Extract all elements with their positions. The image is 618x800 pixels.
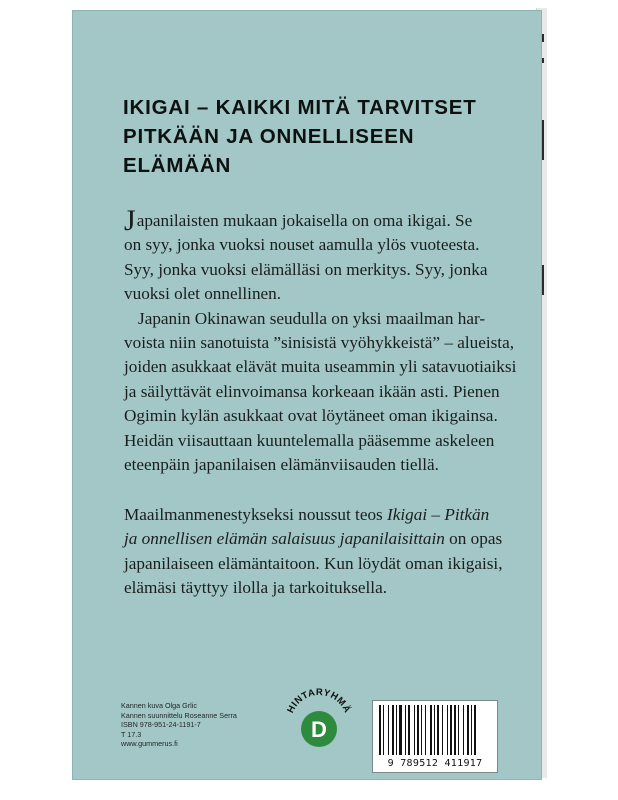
blurb-line-text: apanilaisten mukaan jokaisella on oma ikigai. Se bbox=[136, 211, 473, 230]
barcode-bar bbox=[396, 705, 397, 755]
barcode-bar bbox=[430, 705, 432, 755]
barcode-bar bbox=[405, 705, 406, 755]
description-line: japanilaiseen elämäntaitoon. Kun löydät oman ikigaisi, bbox=[124, 553, 503, 573]
blurb-line: joiden asukkaat elävät muita useammin yli satavuotiaiksi bbox=[124, 357, 517, 377]
blurb-line: Heidän viisauttaan kuuntelemalla pääsemme askeleen bbox=[124, 430, 495, 450]
description-text: on opas bbox=[444, 529, 503, 549]
headline-line: ELÄMÄÄN bbox=[123, 154, 232, 177]
barcode-bar bbox=[458, 705, 459, 755]
book-description bbox=[124, 503, 534, 601]
headline-line: PITKÄÄN JA ONNELLISEEN bbox=[123, 125, 415, 148]
barcode-bar bbox=[450, 705, 452, 755]
isbn-barcode bbox=[372, 700, 498, 773]
credit-line: T 17.3 bbox=[121, 729, 142, 739]
barcode-bars bbox=[373, 701, 497, 759]
blurb-line: on syy, jonka vuoksi nouset aamulla ylös vuoteesta. bbox=[124, 235, 480, 255]
book-title-italic: Ikigai – Pitkän bbox=[387, 505, 490, 524]
blurb-line: Ogimin kylän asukkaat ovat löytäneet oman ikigainsa. bbox=[124, 406, 498, 426]
barcode-bar bbox=[471, 705, 472, 755]
barcode-bar bbox=[399, 705, 402, 755]
credit-line: Kannen kuva Olga Grlic bbox=[121, 701, 197, 710]
description-text: Maailmanmenestykseksi noussut teos bbox=[124, 505, 388, 524]
cover-headline bbox=[123, 93, 523, 180]
blurb-text bbox=[124, 204, 534, 477]
blurb-line: ja säilyttävät elinvoimansa korkeaan ikään asti. Pienen bbox=[124, 381, 500, 401]
description-line bbox=[124, 527, 534, 551]
barcode-bar bbox=[442, 705, 443, 755]
blurb-line: eteenpäin japanilaisen elämänviisauden tiellä. bbox=[124, 455, 439, 475]
barcode-bar bbox=[421, 705, 422, 755]
price-group-letter: D bbox=[311, 717, 327, 742]
barcode-bar bbox=[425, 705, 426, 755]
blurb-line: Syy, jonka vuoksi elämälläsi on merkitys. Syy, jonka bbox=[124, 259, 488, 279]
credit-line: Kannen suunnittelu Roseanne Serra bbox=[121, 710, 237, 720]
price-group-label: HINTARYHMÄ bbox=[285, 686, 353, 715]
book-title-italic: ja onnellisen elämän salaisuus japanilaisittain bbox=[124, 529, 445, 549]
barcode-bar bbox=[379, 705, 381, 755]
description-line: elämäsi täyttyy ilolla ja tarkoituksella. bbox=[124, 578, 387, 598]
blurb-line bbox=[124, 204, 534, 237]
price-group-badge bbox=[279, 679, 359, 759]
barcode-bar bbox=[408, 705, 410, 755]
barcode-bar bbox=[437, 705, 439, 755]
blurb-line: Japanin Okinawan seudulla on yksi maailman har- bbox=[138, 308, 486, 328]
credits-block bbox=[121, 701, 237, 749]
barcode-bar bbox=[383, 705, 384, 755]
book-back-cover bbox=[72, 10, 542, 780]
barcode-bar bbox=[417, 705, 419, 755]
drop-cap: J bbox=[124, 204, 136, 237]
barcode-bar bbox=[388, 705, 389, 755]
credit-line: www.gummerus.fi bbox=[121, 739, 178, 749]
barcode-bar bbox=[463, 705, 464, 755]
barcode-bar bbox=[434, 705, 435, 755]
barcode-digits: 9 789512 411917 bbox=[387, 758, 483, 769]
blurb-line: voista niin sanotuista ”sinisistä vyöhykkeistä” – alueista, bbox=[124, 333, 515, 353]
barcode-bar bbox=[414, 705, 415, 755]
barcode-bar bbox=[467, 705, 469, 755]
barcode-bar bbox=[447, 705, 448, 755]
barcode-bar bbox=[474, 705, 476, 755]
barcode-bar bbox=[454, 705, 456, 755]
credit-line: ISBN 978-951-24-1191-7 bbox=[121, 720, 201, 730]
blurb-line: vuoksi olet onnellinen. bbox=[124, 284, 282, 304]
headline-line: IKIGAI – KAIKKI MITÄ TARVITSET bbox=[123, 96, 477, 119]
barcode-bar bbox=[392, 705, 394, 755]
svg-text:HINTARYHMÄ bbox=[285, 687, 353, 715]
description-line bbox=[124, 503, 534, 527]
